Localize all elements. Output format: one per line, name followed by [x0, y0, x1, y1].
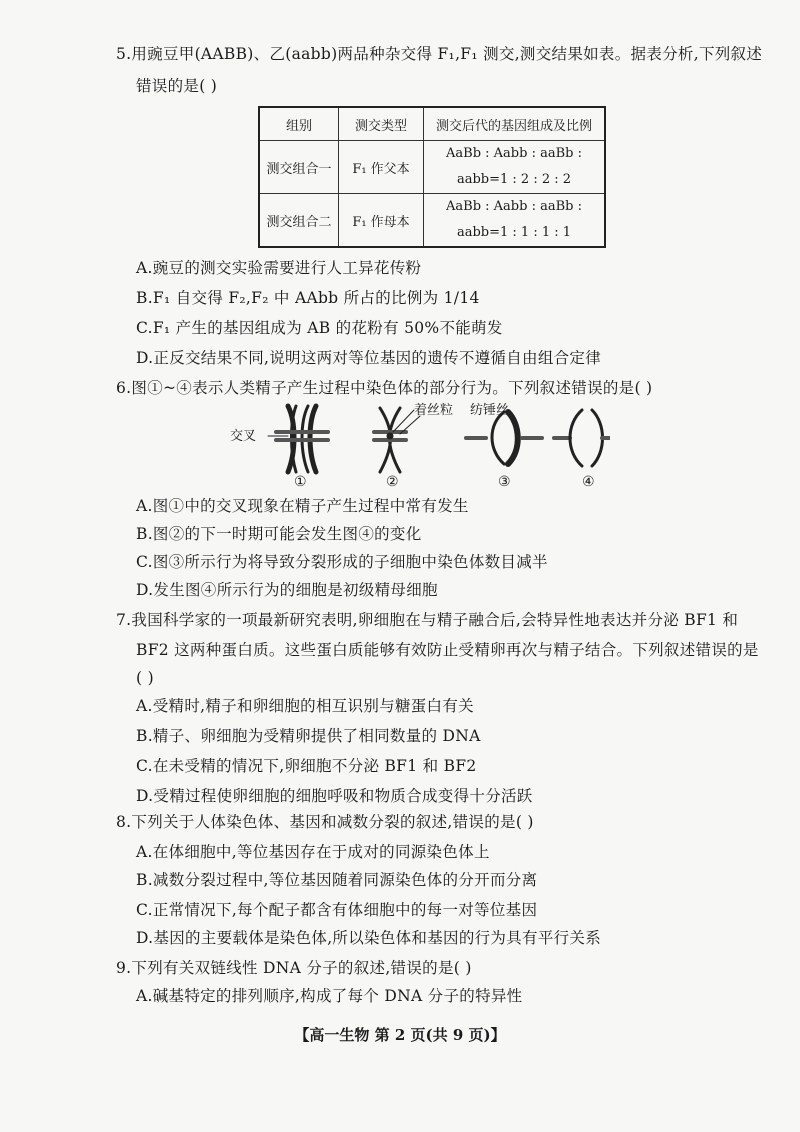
q8-option-d: D.基因的主要载体是染色体,所以染色体和基因的行为具有平行关系 [136, 929, 602, 947]
label-centromere: 着丝粒 [414, 403, 454, 418]
q8-option-c: C.正常情况下,每个配子都含有体细胞中的每一对等位基因 [136, 901, 538, 919]
table-row [259, 141, 605, 194]
table-header-group: 组别 [259, 107, 339, 141]
label-spindle: 纺锤丝 [470, 403, 510, 418]
ratio-line2: aabb=1 : 1 : 1 : 1 [456, 225, 572, 240]
q6-stem: 6.图①~④表示人类精子产生过程中染色体的部分行为。下列叙述错误的是( ) [116, 379, 653, 397]
q5-option-b: B.F₁ 自交得 F₂,F₂ 中 AAbb 所占的比例为 1/14 [136, 289, 480, 307]
table-header-ratio: 测交后代的基因组成及比例 [424, 107, 606, 141]
q7-stem-line2: BF2 这两种蛋白质。这些蛋白质能够有效防止受精卵再次与精子结合。下列叙述错误的是 [136, 641, 759, 659]
q6-option-c: C.图③所示行为将导致分裂形成的子细胞中染色体数目减半 [136, 553, 548, 571]
table-row [259, 194, 605, 248]
figure-4-sister-separation [554, 410, 610, 466]
chromosome-figure [230, 402, 610, 488]
table-cell-type: F₁ 作母本 [339, 194, 424, 248]
page-footer: 【高一生物 第 2 页(共 9 页)】 [294, 1026, 506, 1044]
q5-option-a: A.豌豆的测交实验需要进行人工异花传粉 [136, 259, 422, 277]
ratio-line2: aabb=1 : 2 : 2 : 2 [456, 172, 572, 187]
figure-1-crossing-over [268, 406, 328, 472]
q9-stem: 9.下列有关双链线性 DNA 分子的叙述,错误的是( ) [116, 959, 472, 977]
table-header-type: 测交类型 [339, 107, 424, 141]
q8-stem: 8.下列关于人体染色体、基因和减数分裂的叙述,错误的是( ) [116, 813, 534, 831]
q7-option-b: B.精子、卵细胞为受精卵提供了相同数量的 DNA [136, 727, 481, 745]
q9-option-a: A.碱基特定的排列顺序,构成了每个 DNA 分子的特异性 [136, 987, 523, 1005]
figure-num-3: ③ [498, 474, 511, 488]
q5-result-table [258, 106, 606, 248]
table-cell-group: 测交组合二 [259, 194, 339, 248]
figure-num-2: ② [386, 474, 399, 488]
q5-stem-line2: 错误的是( ) [136, 77, 218, 95]
q7-option-a: A.受精时,精子和卵细胞的相互识别与糖蛋白有关 [136, 697, 474, 715]
q6-option-a: A.图①中的交叉现象在精子产生过程中常有发生 [136, 497, 469, 515]
label-cross: 交叉 [230, 429, 257, 444]
q7-stem-line3: ( ) [136, 669, 154, 687]
ratio-line1: AaBb : Aabb : aaBb : [446, 199, 582, 214]
ratio-line1: AaBb : Aabb : aaBb : [446, 146, 582, 161]
q5-option-c: C.F₁ 产生的基因组成为 AB 的花粉有 50%不能萌发 [136, 319, 503, 337]
q8-option-a: A.在体细胞中,等位基因存在于成对的同源染色体上 [136, 843, 490, 861]
table-cell-group: 测交组合一 [259, 141, 339, 194]
table-cell-ratio [424, 194, 606, 248]
figure-3-separation [466, 412, 542, 464]
q8-option-b: B.减数分裂过程中,等位基因随着同源染色体的分开而分离 [136, 871, 538, 889]
q7-stem-line1: 7.我国科学家的一项最新研究表明,卵细胞在与精子融合后,会特异性地表达并分泌 BF1 和 [116, 611, 739, 629]
q7-option-c: C.在未受精的情况下,卵细胞不分泌 BF1 和 BF2 [136, 757, 477, 775]
q6-option-b: B.图②的下一时期可能会发生图④的变化 [136, 525, 422, 543]
table-cell-ratio [424, 141, 606, 194]
q6-option-d: D.发生图④所示行为的细胞是初级精母细胞 [136, 581, 438, 599]
q7-option-d: D.受精过程使卵细胞的细胞呼吸和物质合成变得十分活跃 [136, 787, 533, 805]
q5-stem-line1: 5.用豌豆甲(AABB)、乙(aabb)两品种杂交得 F₁,F₁ 测交,测交结果如表。据表分析,下列叙述 [116, 45, 763, 63]
figure-num-1: ① [294, 474, 307, 488]
q5-option-d: D.正反交结果不同,说明这两对等位基因的遗传不遵循自由组合定律 [136, 349, 602, 367]
figure-num-4: ④ [582, 474, 595, 488]
table-cell-type: F₁ 作父本 [339, 141, 424, 194]
